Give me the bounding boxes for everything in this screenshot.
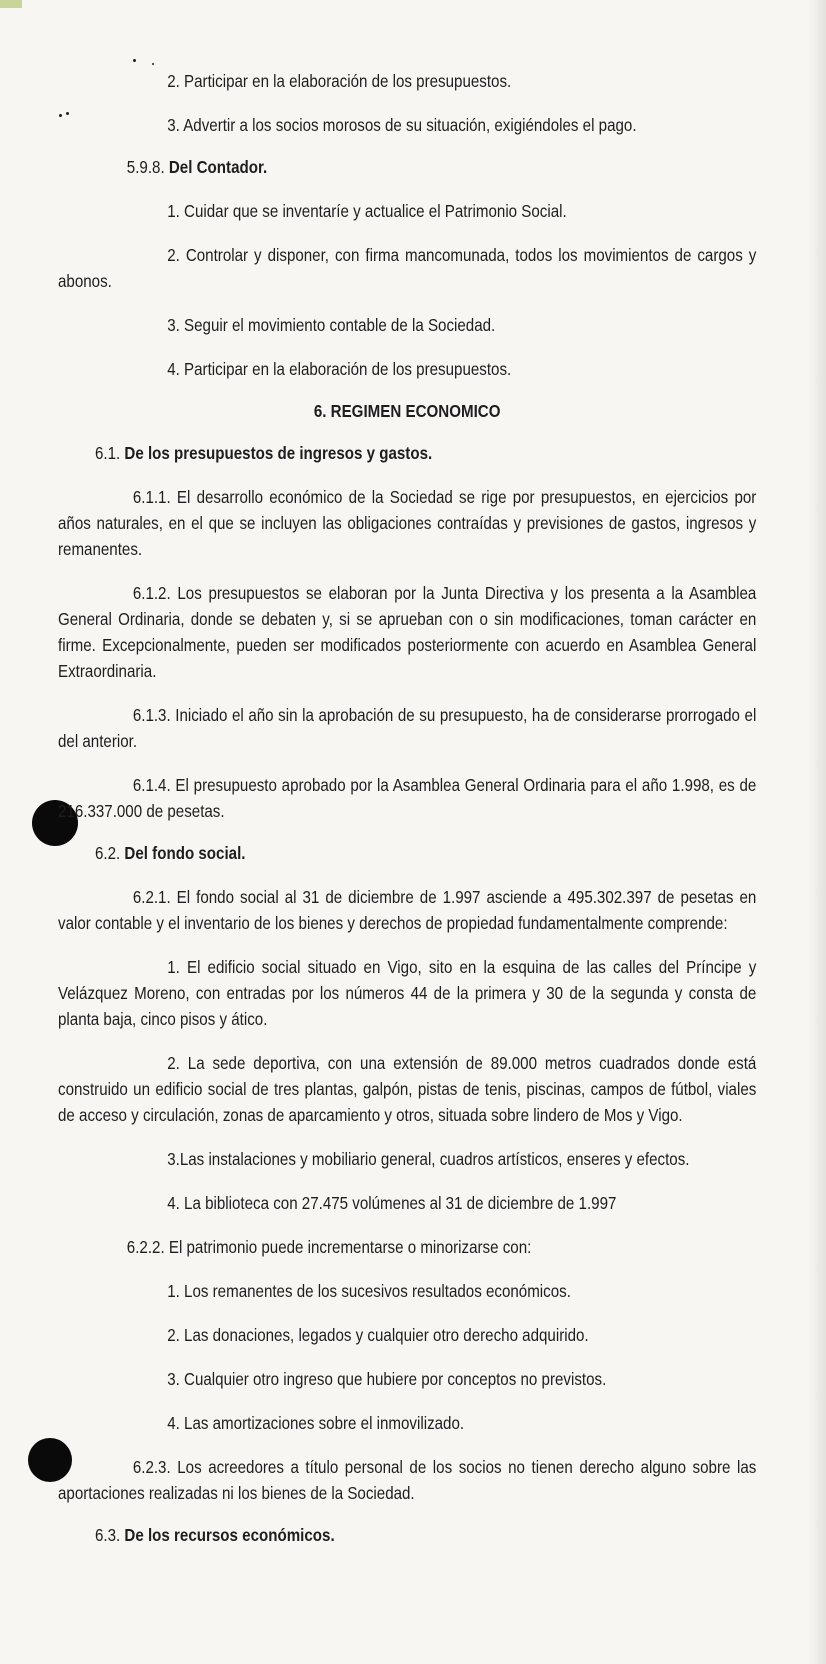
page-edge-shadow [808,0,826,1664]
section-heading-5-9-8 [58,154,756,180]
list-item: 3. Advertir a los socios morosos de su situación, exigiéndoles el pago. [167,115,637,135]
paragraph: 6.1.4. El presupuesto aprobado por la Asamblea General Ordinaria para el año 1.998, es de 216.337.000 de pesetas. [58,775,757,821]
list-item: 3.Las instalaciones y mobiliario general, cuadros artísticos, enseres y efectos. [167,1149,690,1169]
section-number: 6.3. [94,1525,121,1545]
speck [152,63,154,65]
list-item: 1. Cuidar que se inventaríe y actualice el Patrimonio Social. [167,201,567,221]
list-item: 2. Las donaciones, legados y cualquier otro derecho adquirido. [167,1325,589,1345]
section-title: Del Contador. [168,157,268,177]
paragraph: 6.2.2. El patrimonio puede incrementarse o minorizarse con: [126,1237,532,1257]
document-body [58,68,756,1548]
chapter-heading: 6. REGIMEN ECONOMICO [313,401,501,421]
paragraph: 6.1.1. El desarrollo económico de la Sociedad se rige por presupuestos, en ejercicios por años naturales, en el que se incluyen las obligaciones contraídas y previsiones de gastos, ingresos y remanentes. [58,487,757,559]
paragraph: 6.2.1. El fondo social al 31 de diciembre de 1.997 asciende a 495.302.397 de pesetas en valor contable y el inventario de los bienes y derechos de propiedad fundamentalmente comprende: [58,887,757,933]
list-item: 4. La biblioteca con 27.475 volúmenes al 31 de diciembre de 1.997 [167,1193,617,1213]
section-number: 5.9.8. [126,157,165,177]
section-number: 6.2. [94,843,121,863]
list-item: 4. Participar en la elaboración de los presupuestos. [167,359,512,379]
speck [133,59,136,62]
section-heading-6-1 [58,440,756,466]
section-title: De los recursos económicos. [124,1525,335,1545]
list-item: 2. Participar en la elaboración de los presupuestos. [167,71,512,91]
paragraph: 1. El edificio social situado en Vigo, sito en la esquina de las calles del Príncipe y Velázquez Moreno, con entradas por los números 44 de la primera y 30 de la segunda y consta de planta baja, cinco pisos y ático. [58,957,757,1029]
paragraph: 6.1.2. Los presupuestos se elaboran por la Junta Directiva y los presenta a la Asamblea General Ordinaria, donde se debaten y, si se aprueban con o sin modificaciones, toman carácter en firme. Excepcionalmente, pueden ser modificados posteriormente con acuerdo en Asamblea General Extraordinaria. [58,583,757,681]
list-item: 3. Seguir el movimiento contable de la Sociedad. [167,315,496,335]
list-item: 2. Controlar y disponer, con firma mancomunada, todos los movimientos de cargos y abonos. [58,245,757,291]
section-title: Del fondo social. [124,843,246,863]
paragraph: 2. La sede deportiva, con una extensión de 89.000 metros cuadrados donde está construido un edificio social de tres plantas, galpón, pistas de tenis, piscinas, campos de fútbol, viales de acceso y circulación, zonas de aparcamiento y otros, situada sobre lindero de Mos y Vigo. [58,1053,757,1125]
section-number: 6.1. [94,443,121,463]
section-heading-6-2 [58,840,756,866]
paragraph: 6.1.3. Iniciado el año sin la aprobación de su presupuesto, ha de considerarse prorrogado el del anterior. [58,705,757,751]
list-item: 4. Las amortizaciones sobre el inmovilizado. [167,1413,465,1433]
section-heading-6-3 [58,1522,756,1548]
section-title: De los presupuestos de ingresos y gastos. [124,443,433,463]
paragraph: 6.2.3. Los acreedores a título personal de los socios no tienen derecho alguno sobre las aportaciones realizadas ni los bienes de la Sociedad. [58,1457,757,1503]
list-item: 3. Cualquier otro ingreso que hubiere por conceptos no previstos. [167,1369,607,1389]
corner-mark [0,0,22,8]
list-item: 1. Los remanentes de los sucesivos resultados económicos. [167,1281,571,1301]
